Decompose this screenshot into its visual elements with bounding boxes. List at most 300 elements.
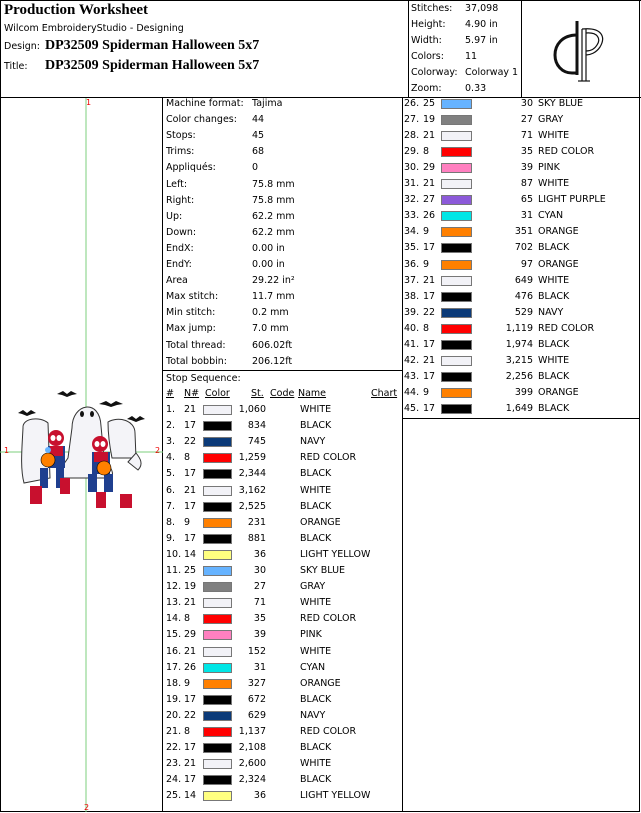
row-stitches: 30: [253, 565, 266, 576]
row-index: 22.: [166, 742, 182, 754]
row-index: 37.: [404, 274, 420, 286]
row-needle: 17: [184, 693, 197, 705]
summary-row: [411, 35, 521, 49]
row-index: 42.: [404, 354, 420, 366]
table-row: [163, 436, 403, 452]
color-swatch: [441, 356, 472, 366]
info-value: 29.22 in²: [252, 275, 295, 287]
machine-info-row: [166, 291, 402, 307]
color-swatch: [203, 614, 232, 624]
row-color-name: NAVY: [300, 436, 326, 448]
machine-info-row: [166, 243, 402, 259]
row-stitches: 87: [520, 178, 533, 190]
info-value: 75.8 mm: [252, 178, 295, 190]
row-index: 38.: [404, 290, 420, 302]
summary-row: [411, 83, 521, 97]
row-needle: 17: [423, 370, 436, 382]
row-color-name: BLACK: [300, 500, 332, 512]
summary-row: [411, 67, 521, 81]
table-row: [403, 114, 640, 130]
row-index: 18.: [166, 677, 182, 689]
machine-info-row: [166, 114, 402, 130]
summary-label: Zoom:: [411, 83, 442, 94]
row-stitches: 35: [253, 613, 266, 625]
row-needle: 17: [184, 500, 197, 512]
info-value: Tajima: [252, 98, 283, 109]
row-needle: 29: [184, 629, 197, 641]
row-needle: 17: [184, 468, 197, 480]
row-index: 12.: [166, 581, 182, 593]
col-header-name: Name: [298, 388, 327, 399]
table-row: [403, 210, 640, 226]
row-index: 43.: [404, 370, 420, 382]
color-swatch: [203, 743, 232, 753]
header-summary: [409, 1, 522, 98]
row-color-name: BLACK: [538, 242, 570, 254]
info-label: Left:: [166, 178, 188, 190]
color-swatch: [441, 163, 472, 173]
row-stitches: 1,259: [238, 452, 266, 464]
row-color-name: WHITE: [538, 130, 570, 142]
row-color-name: BLACK: [300, 420, 332, 432]
color-swatch: [203, 566, 232, 576]
row-stitches: 31: [253, 661, 266, 673]
row-color-name: BLACK: [300, 742, 332, 754]
color-swatch: [441, 340, 472, 350]
color-swatch: [203, 534, 232, 544]
row-stitches: 2,600: [238, 758, 266, 770]
row-index: 30.: [404, 162, 420, 174]
design-name: DP32509 Spiderman Halloween 5x7: [45, 38, 260, 53]
row-color-name: CYAN: [300, 661, 326, 673]
row-needle: 25: [423, 98, 436, 109]
row-index: 21.: [166, 726, 182, 737]
row-color-name: BLACK: [300, 693, 332, 705]
info-value: 0.2 mm: [252, 307, 289, 319]
machine-info-row: [166, 340, 402, 356]
row-index: 4.: [166, 452, 176, 464]
table-row: [163, 549, 403, 565]
row-color-name: GRAY: [538, 114, 564, 126]
row-index: 34.: [404, 226, 420, 238]
summary-value: 0.33: [465, 83, 487, 94]
row-color-name: SKY BLUE: [300, 565, 346, 576]
summary-value: 5.97 in: [465, 35, 498, 46]
row-stitches: 39: [520, 162, 533, 174]
row-stitches: 672: [247, 693, 266, 705]
row-index: 15.: [166, 629, 182, 641]
color-swatch: [203, 469, 232, 479]
machine-info-row: [166, 356, 402, 372]
table-row: [163, 485, 403, 501]
row-needle: 8: [184, 452, 191, 464]
info-label: Appliqués:: [166, 162, 216, 174]
summary-row: [411, 19, 521, 33]
row-index: 24.: [166, 774, 182, 786]
axis-label-top: 1: [86, 98, 92, 107]
row-needle: 21: [423, 178, 436, 190]
table-row: [163, 452, 403, 468]
row-color-name: WHITE: [300, 645, 332, 657]
color-swatch: [203, 502, 232, 512]
table-row: [163, 646, 403, 662]
table-row: [163, 629, 403, 645]
color-swatch: [441, 404, 472, 414]
table-row: [163, 533, 403, 549]
row-color-name: WHITE: [300, 484, 332, 496]
table-row: [163, 710, 403, 726]
row-needle: 21: [184, 404, 197, 415]
row-needle: 21: [184, 484, 197, 496]
row-index: 2.: [166, 420, 176, 432]
info-label: Min stitch:: [166, 307, 216, 319]
row-needle: 21: [184, 645, 197, 657]
color-swatch: [203, 437, 232, 447]
table-row: [403, 178, 640, 194]
color-swatch: [203, 711, 232, 721]
row-index: 7.: [166, 500, 176, 512]
table-row: [403, 355, 640, 371]
table-row: [403, 323, 640, 339]
row-needle: 21: [423, 130, 436, 142]
table-row: [163, 774, 403, 790]
row-stitches: 3,215: [505, 354, 533, 366]
row-index: 20.: [166, 709, 182, 721]
row-stitches: 2,344: [238, 468, 266, 480]
col-header-num: #: [166, 388, 174, 399]
stop-sequence-title: Stop Sequence:: [163, 370, 403, 386]
row-needle: 17: [184, 774, 197, 786]
row-needle: 9: [423, 226, 430, 238]
row-needle: 17: [423, 338, 436, 350]
title-label: Title:: [4, 61, 28, 72]
row-needle: 17: [184, 532, 197, 544]
row-needle: 14: [184, 790, 197, 802]
row-color-name: PINK: [300, 629, 322, 641]
color-swatch: [203, 405, 232, 415]
row-needle: 8: [423, 146, 430, 158]
table-row: [163, 694, 403, 710]
machine-info-row: [166, 130, 402, 146]
worksheet-header: [0, 0, 641, 98]
color-swatch: [203, 550, 232, 560]
table-row: [403, 162, 640, 178]
row-stitches: 65: [520, 194, 533, 206]
row-stitches: 36: [253, 790, 266, 802]
row-index: 33.: [404, 210, 420, 222]
table-row: [163, 726, 403, 742]
table-row: [403, 291, 640, 307]
row-stitches: 2,324: [238, 774, 266, 786]
row-color-name: RED COLOR: [300, 726, 357, 737]
row-index: 44.: [404, 386, 420, 398]
row-stitches: 745: [247, 436, 266, 448]
row-index: 10.: [166, 548, 182, 560]
row-color-name: WHITE: [300, 758, 332, 770]
color-swatch: [203, 775, 232, 785]
row-stitches: 476: [514, 290, 533, 302]
row-needle: 19: [184, 581, 197, 593]
row-stitches: 351: [514, 226, 533, 238]
info-value: 11.7 mm: [252, 291, 295, 303]
row-color-name: LIGHT PURPLE: [538, 194, 606, 206]
header-design-block: [0, 1, 409, 98]
machine-info-row: [166, 307, 402, 323]
axis-label-left: 1: [4, 446, 10, 455]
info-value: 62.2 mm: [252, 210, 295, 222]
table-row: [163, 565, 403, 581]
machine-info-row: [166, 275, 402, 291]
color-swatch: [203, 727, 232, 737]
info-label: Color changes:: [166, 114, 237, 126]
color-swatch: [203, 486, 232, 496]
row-color-name: ORANGE: [300, 516, 341, 528]
row-color-name: WHITE: [538, 274, 570, 286]
row-stitches: 399: [514, 386, 533, 398]
row-stitches: 2,525: [238, 500, 266, 512]
row-color-name: WHITE: [538, 354, 570, 366]
info-value: 62.2 mm: [252, 226, 295, 238]
table-row: [403, 226, 640, 242]
info-label: Right:: [166, 194, 195, 206]
machine-info-row: [166, 195, 402, 211]
col-header-n: N#: [184, 388, 200, 399]
color-swatch: [203, 695, 232, 705]
summary-value: 11: [465, 51, 478, 62]
row-stitches: 881: [247, 532, 266, 544]
row-color-name: ORANGE: [300, 677, 341, 689]
row-color-name: NAVY: [538, 306, 564, 318]
info-label: Down:: [166, 226, 197, 238]
summary-value: Colorway 1: [465, 67, 519, 78]
row-index: 9.: [166, 532, 176, 544]
color-swatch: [203, 647, 232, 657]
row-color-name: SKY BLUE: [538, 98, 584, 109]
row-color-name: LIGHT YELLOW: [300, 548, 371, 560]
stop-sequence-continued: [403, 98, 640, 419]
row-color-name: LIGHT YELLOW: [300, 790, 371, 802]
row-needle: 8: [184, 613, 191, 625]
row-needle: 9: [184, 677, 191, 689]
row-index: 8.: [166, 516, 176, 528]
color-swatch: [441, 308, 472, 318]
row-needle: 8: [423, 322, 430, 334]
row-color-name: ORANGE: [538, 226, 579, 238]
color-swatch: [441, 227, 472, 237]
row-color-name: BLACK: [538, 402, 570, 414]
row-index: 16.: [166, 645, 182, 657]
row-stitches: 529: [514, 306, 533, 318]
table-row: [403, 307, 640, 323]
preview-canvas: [0, 98, 163, 812]
machine-info-row: [166, 98, 402, 114]
row-stitches: 1,060: [238, 404, 266, 415]
page-title: Production Worksheet: [4, 2, 149, 18]
table-row: [163, 517, 403, 533]
table-row: [403, 98, 640, 114]
info-label: Max jump:: [166, 323, 216, 335]
table-row: [403, 387, 640, 403]
row-index: 39.: [404, 306, 420, 318]
row-needle: 22: [184, 436, 197, 448]
machine-info-row: [166, 227, 402, 243]
color-swatch: [441, 131, 472, 141]
color-swatch: [203, 518, 232, 528]
row-color-name: ORANGE: [538, 258, 579, 270]
row-stitches: 27: [520, 114, 533, 126]
row-stitches: 2,256: [505, 370, 533, 382]
row-stitches: 1,137: [238, 726, 266, 737]
summary-label: Colors:: [411, 51, 444, 62]
info-label: EndX:: [166, 242, 194, 254]
row-index: 17.: [166, 661, 182, 673]
info-value: 606.02ft: [252, 339, 293, 351]
row-stitches: 2,108: [238, 742, 266, 754]
row-stitches: 71: [520, 130, 533, 142]
table-row: [403, 194, 640, 210]
info-label: Area: [166, 275, 188, 287]
machine-info-row: [166, 179, 402, 195]
row-stitches: 629: [247, 709, 266, 721]
color-swatch: [203, 630, 232, 640]
row-index: 19.: [166, 693, 182, 705]
table-row: [403, 130, 640, 146]
machine-info-panel: [163, 98, 403, 812]
color-swatch: [203, 679, 232, 689]
table-row: [163, 662, 403, 678]
row-stitches: 71: [253, 597, 266, 609]
table-row: [163, 678, 403, 694]
table-row: [163, 581, 403, 597]
row-index: 13.: [166, 597, 182, 609]
info-label: Trims:: [166, 146, 195, 158]
row-color-name: RED COLOR: [300, 452, 357, 464]
row-index: 31.: [404, 178, 420, 190]
machine-info-row: [166, 259, 402, 275]
table-row: [163, 790, 403, 806]
row-index: 29.: [404, 146, 420, 158]
row-color-name: BLACK: [300, 774, 332, 786]
brand-logo: [522, 1, 640, 98]
row-index: 5.: [166, 468, 176, 480]
table-row: [403, 275, 640, 291]
table-row: [403, 259, 640, 275]
row-color-name: BLACK: [538, 338, 570, 350]
row-stitches: 31: [520, 210, 533, 222]
summary-label: Height:: [411, 19, 446, 30]
machine-info-row: [166, 211, 402, 227]
table-row: [163, 468, 403, 484]
row-stitches: 834: [247, 420, 266, 432]
color-swatch: [441, 243, 472, 253]
table-row: [163, 613, 403, 629]
color-swatch: [203, 759, 232, 769]
color-swatch: [203, 421, 232, 431]
machine-info-row: [166, 323, 402, 339]
row-index: 32.: [404, 194, 420, 206]
color-swatch: [441, 324, 472, 334]
info-value: 206.12ft: [252, 355, 293, 367]
row-needle: 17: [423, 402, 436, 414]
row-color-name: NAVY: [300, 709, 326, 721]
color-swatch: [203, 582, 232, 592]
col-header-chart: Chart: [371, 388, 398, 399]
row-needle: 21: [423, 354, 436, 366]
row-needle: 29: [423, 162, 436, 174]
row-color-name: BLACK: [300, 532, 332, 544]
row-color-name: RED COLOR: [538, 322, 595, 334]
info-label: Machine format:: [166, 98, 244, 109]
info-label: Up:: [166, 210, 183, 222]
color-swatch: [441, 147, 472, 157]
design-title: DP32509 Spiderman Halloween 5x7: [45, 58, 260, 73]
row-stitches: 36: [253, 548, 266, 560]
row-index: 28.: [404, 130, 420, 142]
col-header-st: St.: [251, 388, 264, 399]
info-value: 0.00 in: [252, 242, 285, 254]
info-value: 45: [252, 130, 265, 142]
machine-info-row: [166, 162, 402, 178]
row-color-name: PINK: [538, 162, 560, 174]
color-swatch: [441, 179, 472, 189]
color-swatch: [441, 211, 472, 221]
row-needle: 21: [423, 274, 436, 286]
row-index: 14.: [166, 613, 182, 625]
row-index: 6.: [166, 484, 176, 496]
row-stitches: 3,162: [238, 484, 266, 496]
row-stitches: 39: [253, 629, 266, 641]
row-index: 45.: [404, 402, 420, 414]
design-preview: [0, 98, 163, 812]
summary-row: [411, 51, 521, 65]
info-value: 0.00 in: [252, 259, 285, 270]
row-color-name: GRAY: [300, 581, 326, 593]
info-value: 68: [252, 146, 265, 158]
row-needle: 26: [423, 210, 436, 222]
row-index: 40.: [404, 322, 420, 334]
axis-label-bottom: 2: [84, 803, 90, 812]
color-swatch: [441, 276, 472, 286]
row-needle: 19: [423, 114, 436, 126]
info-label: Total thread:: [166, 339, 226, 351]
row-stitches: 97: [520, 258, 533, 270]
row-color-name: BLACK: [300, 468, 332, 480]
summary-value: 4.90 in: [465, 19, 498, 30]
table-row: [163, 404, 403, 420]
row-stitches: 30: [520, 98, 533, 109]
row-needle: 17: [184, 742, 197, 754]
row-index: 41.: [404, 338, 420, 350]
machine-info-row: [166, 146, 402, 162]
color-swatch: [441, 115, 472, 125]
col-header-code: Code: [270, 388, 295, 399]
row-index: 11.: [166, 565, 182, 576]
table-row: [403, 146, 640, 162]
row-index: 35.: [404, 242, 420, 254]
row-stitches: 1,649: [505, 402, 533, 414]
row-needle: 8: [184, 726, 191, 737]
row-color-name: RED COLOR: [300, 613, 357, 625]
info-value: 75.8 mm: [252, 194, 295, 206]
row-color-name: BLACK: [538, 290, 570, 302]
row-index: 27.: [404, 114, 420, 126]
summary-row: [411, 3, 521, 17]
table-row: [163, 758, 403, 774]
row-stitches: 1,119: [505, 322, 533, 334]
table-row: [403, 371, 640, 387]
info-value: 44: [252, 114, 265, 126]
color-swatch: [441, 292, 472, 302]
